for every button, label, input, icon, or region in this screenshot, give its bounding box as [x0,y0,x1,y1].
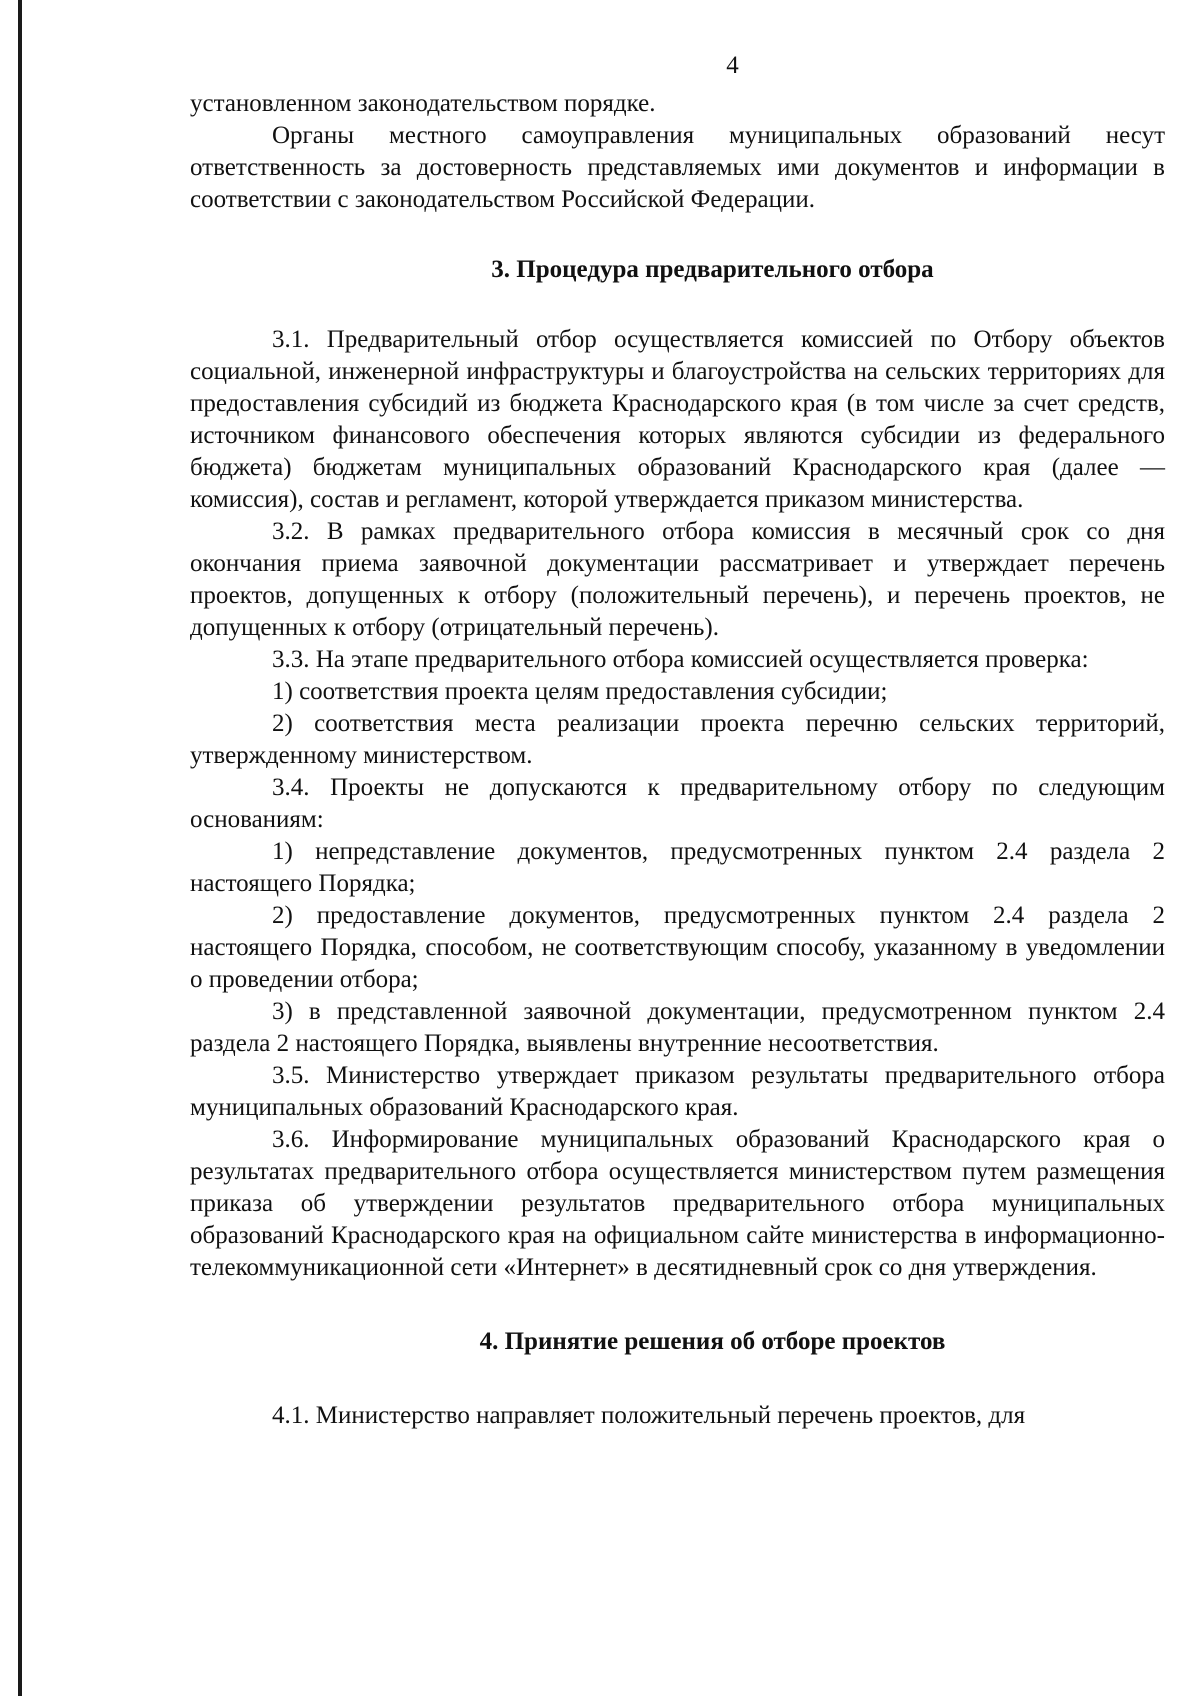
clause-3-2: 3.2. В рамках предварительного отбора комиссия в месячный срок со дня окончания приема заявочной документации рассматривает и утверждает перечень проектов, допущенных к отбору (положительный перечень), и перечень проектов, не допущенных к отбору (отрицательный перечень). [190,518,1165,641]
clause-4-1: 4.1. Министерство направляет положительный перечень проектов, для [272,1402,1026,1429]
clause-3-3-item-2: 2) соответствия места реализации проекта перечню сельских территорий, утвержденному министерством. [190,710,1165,769]
clause-3-4-item-3: 3) в представленной заявочной документации, предусмотренном пунктом 2.4 раздела 2 настоящего Порядка, выявлены внутренние несоответствия. [190,998,1165,1057]
document-page [190,50,1165,1432]
clause-3-6: 3.6. Информирование муниципальных образований Краснодарского края о результатах предварительного отбора осуществляется министерством путем размещения приказа об утверждении результатов предварительного отбора муниципальных образований Краснодарского края на официальном сайте министерства в информационно-телекоммуникационной сети «Интернет» в десятидневный срок со дня утверждения. [190,1126,1165,1281]
page-number: 4 [726,52,739,79]
clause-3-3-item-1: 1) соответствия проекта целям предоставления субсидии; [272,678,888,705]
paragraph-continuation: установленном законодательством порядке. [190,90,656,117]
clause-3-4: 3.4. Проекты не допускаются к предварительному отбору по следующим основаниям: [190,774,1165,833]
paragraph-responsibility: Органы местного самоуправления муниципальных образований несут ответственность за достоверность представляемых ими документов и информации в соответствии с законодательством Российской Федерации. [190,122,1165,213]
scan-edge-line [18,0,22,1696]
clause-3-4-item-2: 2) предоставление документов, предусмотренных пунктом 2.4 раздела 2 настоящего Порядка, способом, не соответствующим способу, указанному в уведомлении о проведении отбора; [190,902,1165,993]
section-heading-3: 3. Процедура предварительного отбора [491,256,934,283]
clause-3-5: 3.5. Министерство утверждает приказом результаты предварительного отбора муниципальных образований Краснодарского края. [190,1062,1165,1121]
section-heading-4: 4. Принятие решения об отборе проектов [479,1328,946,1355]
clause-3-4-item-1: 1) непредставление документов, предусмотренных пунктом 2.4 раздела 2 настоящего Порядка; [190,838,1165,897]
clause-3-3: 3.3. На этапе предварительного отбора комиссией осуществляется проверка: [272,646,1089,673]
clause-3-1: 3.1. Предварительный отбор осуществляется комиссией по Отбору объектов социальной, инженерной инфраструктуры и благоустройства на сельских территориях для предоставления субсидий из бюджета Краснодарского края (в том числе за счет средств, источником финансового обеспечения которых являются субсидии из федерального бюджета) бюджетам муниципальных образований Краснодарского края (далее — комиссия), состав и регламент, которой утверждается приказом министерства. [190,326,1165,513]
